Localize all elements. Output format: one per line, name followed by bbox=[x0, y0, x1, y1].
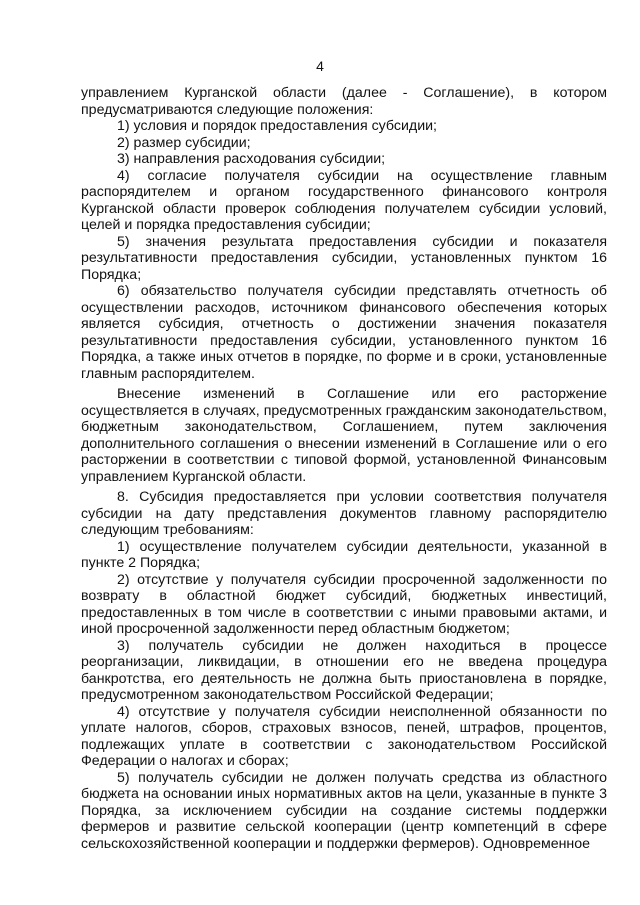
paragraph-intro: управлением Курганской области (далее - Соглашение), в котором предусматриваются следующие положения: bbox=[81, 85, 607, 118]
requirement-no-debt: 2) отсутствие у получателя субсидии просроченной задолженности по возврату в областной бюджет субсидий, бюджетных инвестиций, предоставленных в том числе в соответствии с иными правовыми актами, и иной просроченной задолженности перед областным бюджетом; bbox=[81, 571, 607, 637]
requirement-no-other-funds: 5) получатель субсидии не должен получать средства из областного бюджета на основании иных нормативных актов на цели, указанные в пункте 3 Порядка, за исключением субсидии на создание системы поддержки фермеров и развитие сельской кооперации (центр компетенций в сфере сельскохозяйственной кооперации и поддержки фермеров). Одновременное bbox=[81, 769, 607, 852]
requirement-no-reorganization: 3) получатель субсидии не должен находиться в процессе реорганизации, ликвидации, в отношении его не введена процедура банкротства, его деятельность не должна быть приостановлена в порядке, предусмотренном законодательством Российской Федерации; bbox=[81, 637, 607, 703]
paragraph-amendments: Внесение изменений в Соглашение или его расторжение осуществляется в случаях, предусмотренных гражданским законодательством, бюджетным законодательством, Соглашением, путем заключения дополнительного соглашения о внесении изменений в Соглашение или о его расторжении в соответствии с типовой формой, установленной Финансовым управлением Курганской области. bbox=[81, 386, 607, 485]
list-item-conditions: 1) условия и порядок предоставления субсидии; bbox=[117, 118, 437, 134]
list-item-reporting: 6) обязательство получателя субсидии представлять отчетность об осуществлении расходов, источником финансового обеспечения которых является субсидия, отчетность о достижении значения показателя результативности предоставления субсидии, установленного пунктом 16 Порядка, а также иных отчетов в порядке, по форме и в сроки, установленные главным распорядителем. bbox=[81, 283, 607, 382]
document-body bbox=[81, 85, 607, 852]
list-item-consent: 4) согласие получателя субсидии на осуществление главным распорядителем и органом государственного финансового контроля Курганской области проверок соблюдения получателем субсидии условий, целей и порядка предоставления субсидии; bbox=[81, 167, 607, 233]
paragraph-clause-8: 8. Субсидия предоставляется при условии соответствия получателя субсидии на дату представления документов главному распорядителю следующим требованиям: bbox=[81, 489, 607, 538]
requirement-no-tax-arrears: 4) отсутствие у получателя субсидии неисполненной обязанности по уплате налогов, сборов, страховых взносов, пеней, штрафов, процентов, подлежащих уплате в соответствии с законодательством Российской Федерации о налогах и сборах; bbox=[81, 703, 607, 769]
page-number: 4 bbox=[316, 58, 324, 74]
requirement-activity: 1) осуществление получателем субсидии деятельности, указанной в пункте 2 Порядка; bbox=[81, 538, 607, 571]
list-item-amount: 2) размер субсидии; bbox=[117, 134, 251, 151]
list-item-result-values: 5) значения результата предоставления субсидии и показателя результативности предоставления субсидии, установленных пунктом 16 Порядка; bbox=[81, 233, 607, 283]
list-item-spending: 3) направления расходования субсидии; bbox=[117, 151, 386, 167]
